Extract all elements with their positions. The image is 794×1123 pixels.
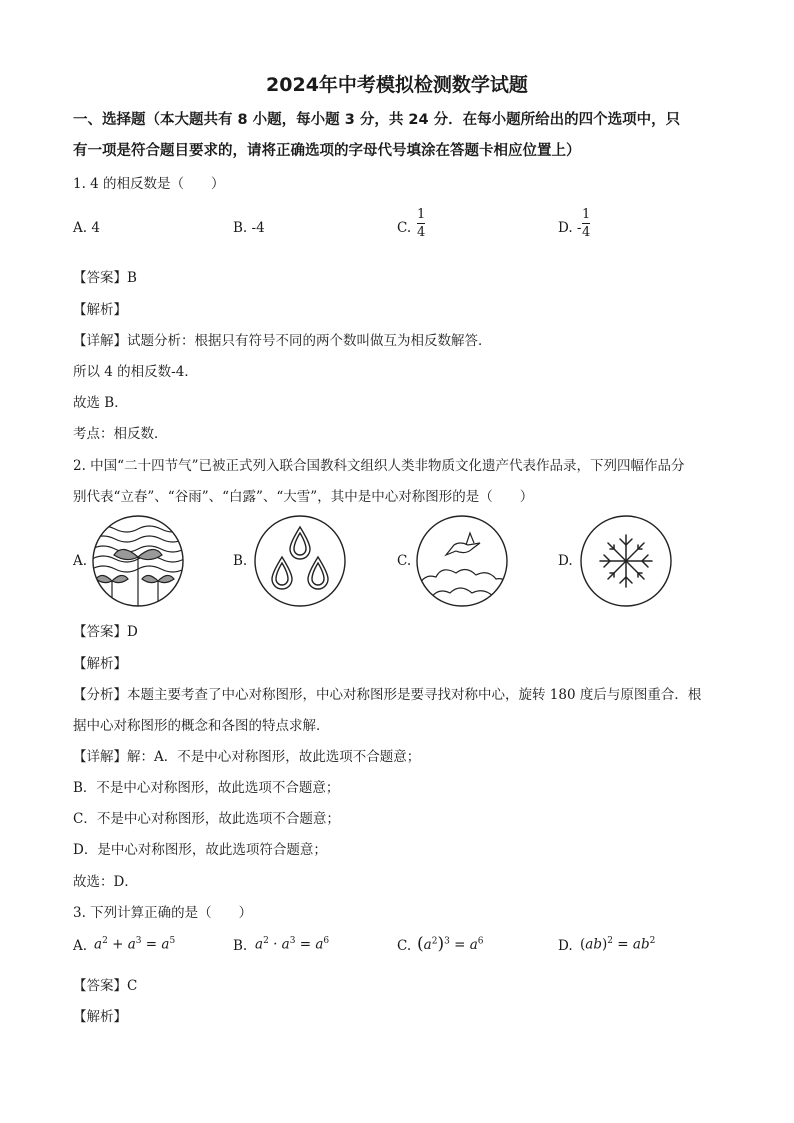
q1-analysis-label: 【解析】 <box>73 302 127 318</box>
q1-option-d-label: D. - <box>558 220 582 236</box>
q2-option-b-label: B. <box>233 553 248 569</box>
q3-analysis-label: 【解析】 <box>73 1009 127 1025</box>
q1-option-c-label: C. <box>397 220 412 236</box>
q2-option-c-label: C. <box>397 553 412 569</box>
q2-analysis-line1: 【分析】本题主要考查了中心对称图形，中心对称图形是要寻找对称中心，旋转 180 度后与原图重合．根 <box>73 687 702 703</box>
q2-detail: 【详解】解：A．不是中心对称图形，故此选项不合题意； <box>73 749 421 765</box>
q1-option-b: B. -4 <box>233 220 265 236</box>
q1-line-2: 故选 B． <box>73 395 128 411</box>
q2-detail-c: C．不是中心对称图形，故此选项不合题意； <box>73 811 340 827</box>
page-title: 2024年中考模拟检测数学试题 <box>266 74 528 96</box>
q1-option-a: A. 4 <box>73 220 100 236</box>
section-header-line2: 有一项是符合题目要求的，请将正确选项的字母代号填涂在答题卡相应位置上） <box>73 143 581 159</box>
q3-option-a-expression: $a^2 + a^3 = a^5$ <box>94 936 176 953</box>
q3-answer: 【答案】C <box>73 978 138 994</box>
q3-option-b-expression: $a^2 \cdot a^3 = a^6$ <box>255 936 330 953</box>
q3-option-c-label: C. <box>397 938 412 954</box>
q2-option-d-label: D. <box>558 553 573 569</box>
fraction-numerator: 1 <box>417 207 426 222</box>
question-1-stem: 1. 4 的相反数是（ ） <box>73 176 225 192</box>
q1-option-d-fraction <box>582 207 590 240</box>
section-header-line1: 一、选择题（本大题共有 8 小题，每小题 3 分，共 24 分．在每小题所给出的四个选项中，只 <box>73 112 681 128</box>
snowflake-icon <box>580 515 672 607</box>
q3-option-b-label: B. <box>233 938 248 954</box>
q2-detail-d: D．是中心对称图形，故此选项符合题意； <box>73 842 327 858</box>
q2-option-a-label: A. <box>73 553 88 569</box>
q1-line-1: 所以 4 的相反数-4． <box>73 364 198 380</box>
fraction-numerator: 1 <box>582 207 591 222</box>
fraction-denominator: 4 <box>582 225 591 240</box>
question-2-stem-line1: 2. 中国“二十四节气”已被正式列入联合国教科文组织人类非物质文化遗产代表作品录，下列四幅作品分 <box>73 458 685 474</box>
q2-answer: 【答案】D <box>73 624 138 640</box>
raindrops-icon <box>254 515 346 607</box>
q3-option-a-label: A. <box>73 938 88 954</box>
q1-answer: 【答案】B <box>73 270 137 286</box>
q3-option-d-expression: $(ab)^2 = ab^2$ <box>580 936 656 953</box>
sprout-icon <box>92 515 184 607</box>
q3-option-c-expression: $(a^2)^3 = a^6$ <box>417 934 484 954</box>
q1-detail: 【详解】试题分析：根据只有符号不同的两个数叫做互为相反数解答． <box>73 333 492 349</box>
question-2-stem-line2: 别代表“立春”、“谷雨”、“白露”、“大雪”，其中是中心对称图形的是（ ） <box>73 489 534 505</box>
bird-clouds-icon <box>416 515 508 607</box>
q3-option-d-label: D. <box>558 938 573 954</box>
question-3-stem: 3. 下列计算正确的是（ ） <box>73 905 253 921</box>
q2-choose: 故选：D． <box>73 874 138 890</box>
q2-analysis-label: 【解析】 <box>73 656 127 672</box>
q1-option-c-fraction <box>417 207 425 240</box>
q2-detail-b: B．不是中心对称图形，故此选项不合题意； <box>73 780 340 796</box>
q1-line-3: 考点：相反数． <box>73 426 168 442</box>
fraction-denominator: 4 <box>417 225 426 240</box>
q2-analysis-line2: 据中心对称图形的概念和各图的特点求解． <box>73 718 330 734</box>
